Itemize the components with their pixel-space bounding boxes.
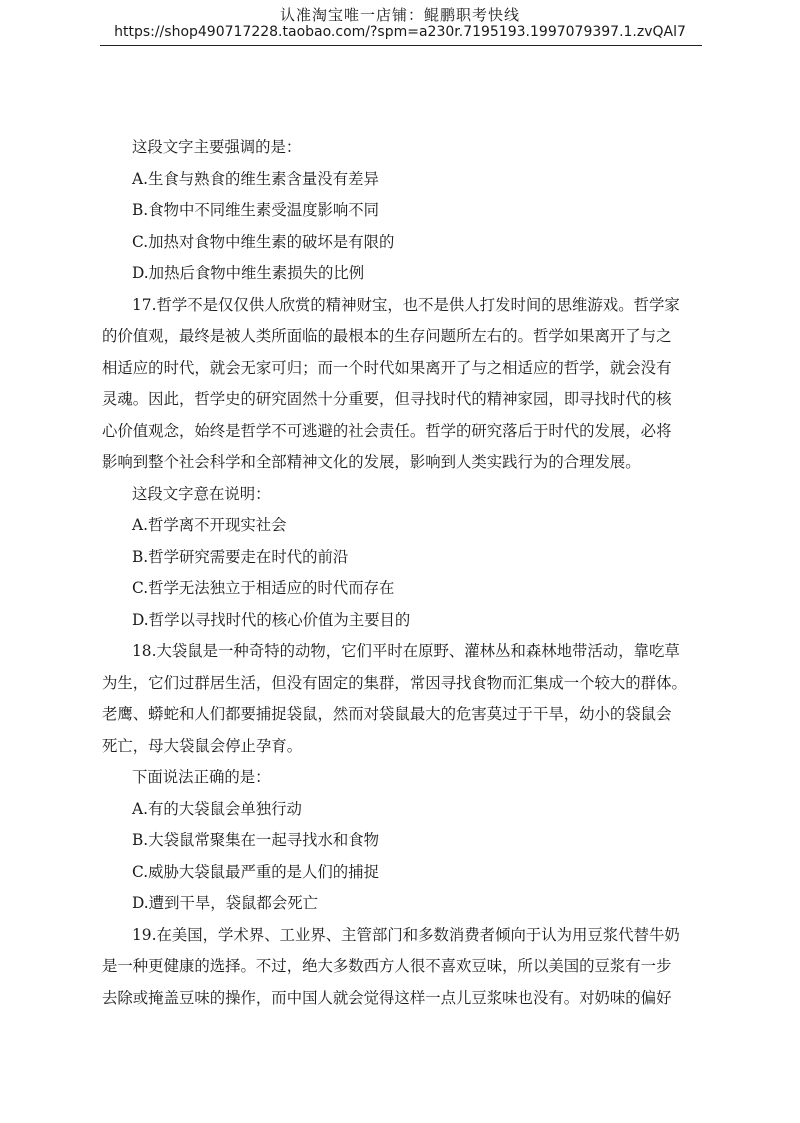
q17-option-c: C.哲学无法独立于相适应的时代而存在 [132, 579, 395, 597]
q19-line-2: 是一种更健康的选择。不过，绝大多数西方人很不喜欢豆味，所以美国的豆浆有一步 [102, 957, 672, 975]
q19-line-3: 去除或掩盖豆味的操作，而中国人就会觉得这样一点儿豆浆味也没有。对奶味的偏好 [102, 988, 672, 1007]
q18-option-d: D.遭到干旱，袋鼠都会死亡 [132, 894, 318, 912]
q17-option-b: B.哲学研究需要走在时代的前沿 [132, 547, 349, 566]
q17-prompt: 这段文字意在说明： [132, 484, 271, 503]
q17-line-6: 影响到整个社会科学和全部精神文化的发展，影响到人类实践行为的合理发展。 [102, 453, 641, 471]
q17-option-d: D.哲学以寻找时代的核心价值为主要目的 [132, 610, 411, 629]
q17-line-1: 17.哲学不是仅仅供人欣赏的精神财宝，也不是供人打发时间的思维游戏。哲学家 [132, 295, 680, 314]
q16-option-d: D.加热后食物中维生素损失的比例 [132, 264, 365, 282]
q16-prompt: 这段文字主要强调的是： [132, 138, 302, 156]
document-body [102, 132, 702, 1014]
q17-line-5: 心价值观念，始终是哲学不可逃避的社会责任。哲学的研究落后于时代的发展，必将 [102, 421, 672, 440]
q17-option-a: A.哲学离不开现实社会 [132, 516, 287, 534]
shop-name-line: 认准淘宝唯一店铺：鲲鹏职考快线 [279, 6, 520, 24]
q19-line-1: 19.在美国，学术界、工业界、主管部门和多数消费者倾向于认为用豆浆代替牛奶 [132, 925, 680, 944]
q16-option-b: B.食物中不同维生素受温度影响不同 [132, 201, 380, 219]
header-divider [100, 45, 702, 46]
q18-option-a: A.有的大袋鼠会单独行动 [132, 799, 302, 818]
q17-line-3: 相适应的时代，就会无家可归；而一个时代如果离开了与之相适应的哲学，就会没有 [102, 358, 672, 377]
q17-line-2: 的价值观，最终是被人类所面临的最根本的生存问题所左右的。哲学如果离开了与之 [102, 327, 672, 345]
q18-line-3: 老鹰、蟒蛇和人们都要捕捉袋鼠，然而对袋鼠最大的危害莫过于干旱，幼小的袋鼠会 [102, 705, 672, 723]
q18-line-1: 18.大袋鼠是一种奇特的动物，它们平时在原野、灌林丛和森林地带活动，靠吃草 [132, 642, 680, 660]
q18-line-4: 死亡，母大袋鼠会停止孕育。 [102, 736, 303, 755]
q18-prompt: 下面说法正确的是： [132, 768, 271, 786]
q16-option-a: A.生食与熟食的维生素含量没有差异 [132, 169, 379, 188]
q17-line-4: 灵魂。因此，哲学史的研究固然十分重要，但寻找时代的精神家园，即寻找时代的核 [102, 390, 672, 408]
q18-option-b: B.大袋鼠常聚集在一起寻找水和食物 [132, 831, 380, 849]
q18-line-2: 为生，它们过群居生活，但没有固定的集群，常因寻找食物而汇集成一个较大的群体。 [102, 673, 687, 692]
q18-option-c: C.威胁大袋鼠最严重的是人们的捕捉 [132, 862, 379, 881]
shop-url-line[interactable]: https://shop490717228.taobao.com/?spm=a230r.7195193.1997079397.1.zvQAl7 [114, 24, 686, 40]
q16-option-c: C.加热对食物中维生素的破坏是有限的 [132, 232, 395, 251]
